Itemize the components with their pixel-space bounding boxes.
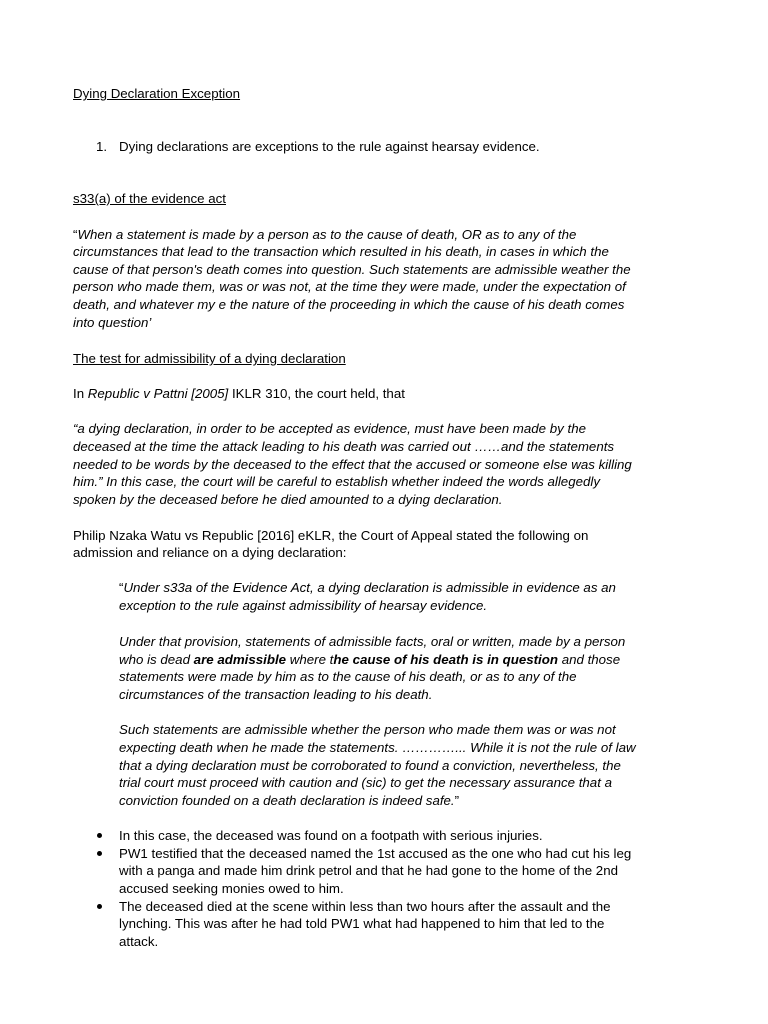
bold-emphasis: are admissible [193, 652, 287, 667]
bullet-text: In this case, the deceased was found on a footpath with serious injuries. [119, 828, 543, 843]
quote-paragraph-line: person who made them, was or was not, at the time they were made, under the expectation of [73, 279, 626, 294]
quote-paragraph-line: death, and whatever my e the nature of the proceeding in which the cause of his death comes [73, 297, 625, 312]
bullet-text: lynching. This was after he had told PW1 what had happened to him that led to the [119, 916, 605, 931]
case-quote-line: “a dying declaration, in order to be accepted as evidence, must have been made by the [73, 421, 586, 436]
bullet-text: attack. [119, 934, 159, 949]
block-quote-line: conviction founded on a death declaration is indeed safe.” [119, 793, 460, 808]
block-quote-line: Under that provision, statements of admissible facts, oral or written, made by a person [119, 634, 626, 649]
block-quote-line: statements were made by him as to the cause of his death, or as to any of the [119, 669, 577, 684]
bullet-text: with a panga and made him drink petrol and that he had gone to the home of the 2nd [119, 863, 618, 878]
quote-close-mark: ” [454, 793, 460, 808]
bullet-text: PW1 testified that the deceased named the 1st accused as the one who had cut his leg [119, 846, 632, 861]
block-quote-line: exception to the rule against admissibility of hearsay evidence. [119, 598, 488, 613]
bullet-text: The deceased died at the scene within less than two hours after the assault and the [119, 899, 611, 914]
quote-open-mark: “ [73, 227, 78, 242]
block-quote-line: circumstances of the transaction leading to his death. [119, 687, 433, 702]
philip-case-line: Philip Nzaka Watu vs Republic [2016] eKLR, the Court of Appeal stated the following on [73, 528, 589, 543]
block-quote-line: trial court must proceed with caution and (sic) to get the necessary assurance that a [119, 775, 612, 790]
bold-emphasis: he cause of his death is in question [333, 652, 558, 667]
section-heading-s33a: s33(a) of the evidence act [73, 191, 227, 206]
case-name: Republic v Pattni [2005] [87, 386, 229, 401]
philip-case-line: admission and reliance on a dying declaration: [73, 545, 347, 560]
numbered-list-item: Dying declarations are exceptions to the rule against hearsay evidence. [119, 139, 540, 154]
bullet-text: accused seeking monies owed to him. [119, 881, 344, 896]
case-quote-line: needed to be words by the deceased to the effect that the accused or someone else was killing [73, 457, 632, 472]
quote-paragraph-line: cause of that person's death comes into question. Such statements are admissible weather the [73, 262, 631, 277]
quote-text: When a statement is made by a person as to the cause of death, OR as to any of the [77, 227, 577, 242]
quote-paragraph-line: into question’ [73, 315, 152, 330]
quote-paragraph-line [73, 226, 576, 244]
section-heading-admissibility-test: The test for admissibility of a dying declaration [73, 351, 346, 366]
bullet-dot [97, 833, 102, 838]
block-quote-line: Such statements are admissible whether the person who made them was or was not [119, 722, 616, 737]
block-quote-line: “Under s33a of the Evidence Act, a dying declaration is admissible in evidence as an [119, 580, 616, 595]
block-quote-line: that a dying declaration must be corroborated to found a conviction, nevertheless, the [119, 758, 621, 773]
case-quote-line: him.” In this case, the court will be careful to establish whether indeed the words allegedly [73, 474, 600, 489]
quote-open-mark: “ [119, 580, 124, 595]
bullet-dot [97, 904, 102, 909]
case-intro: In Republic v Pattni [2005] IKLR 310, the court held, that [73, 386, 405, 401]
case-quote-line: deceased at the time the attack leading to his death was carried out ……and the statements [73, 439, 615, 454]
document-heading: Dying Declaration Exception [73, 86, 241, 101]
case-quote-line: spoken by the deceased before he died amounted to a dying declaration. [73, 492, 503, 507]
block-quote-line: who is dead are admissible where the cause of his death is in question and those [119, 652, 621, 667]
quote-paragraph-line: circumstances that lead to the transaction which resulted in his death, in cases in which the [73, 244, 609, 259]
bullet-dot [97, 851, 102, 856]
numbered-list-marker: 1. [96, 139, 108, 154]
block-quote-line: expecting death when he made the statements. …………... While it is not the rule of law [119, 740, 636, 755]
